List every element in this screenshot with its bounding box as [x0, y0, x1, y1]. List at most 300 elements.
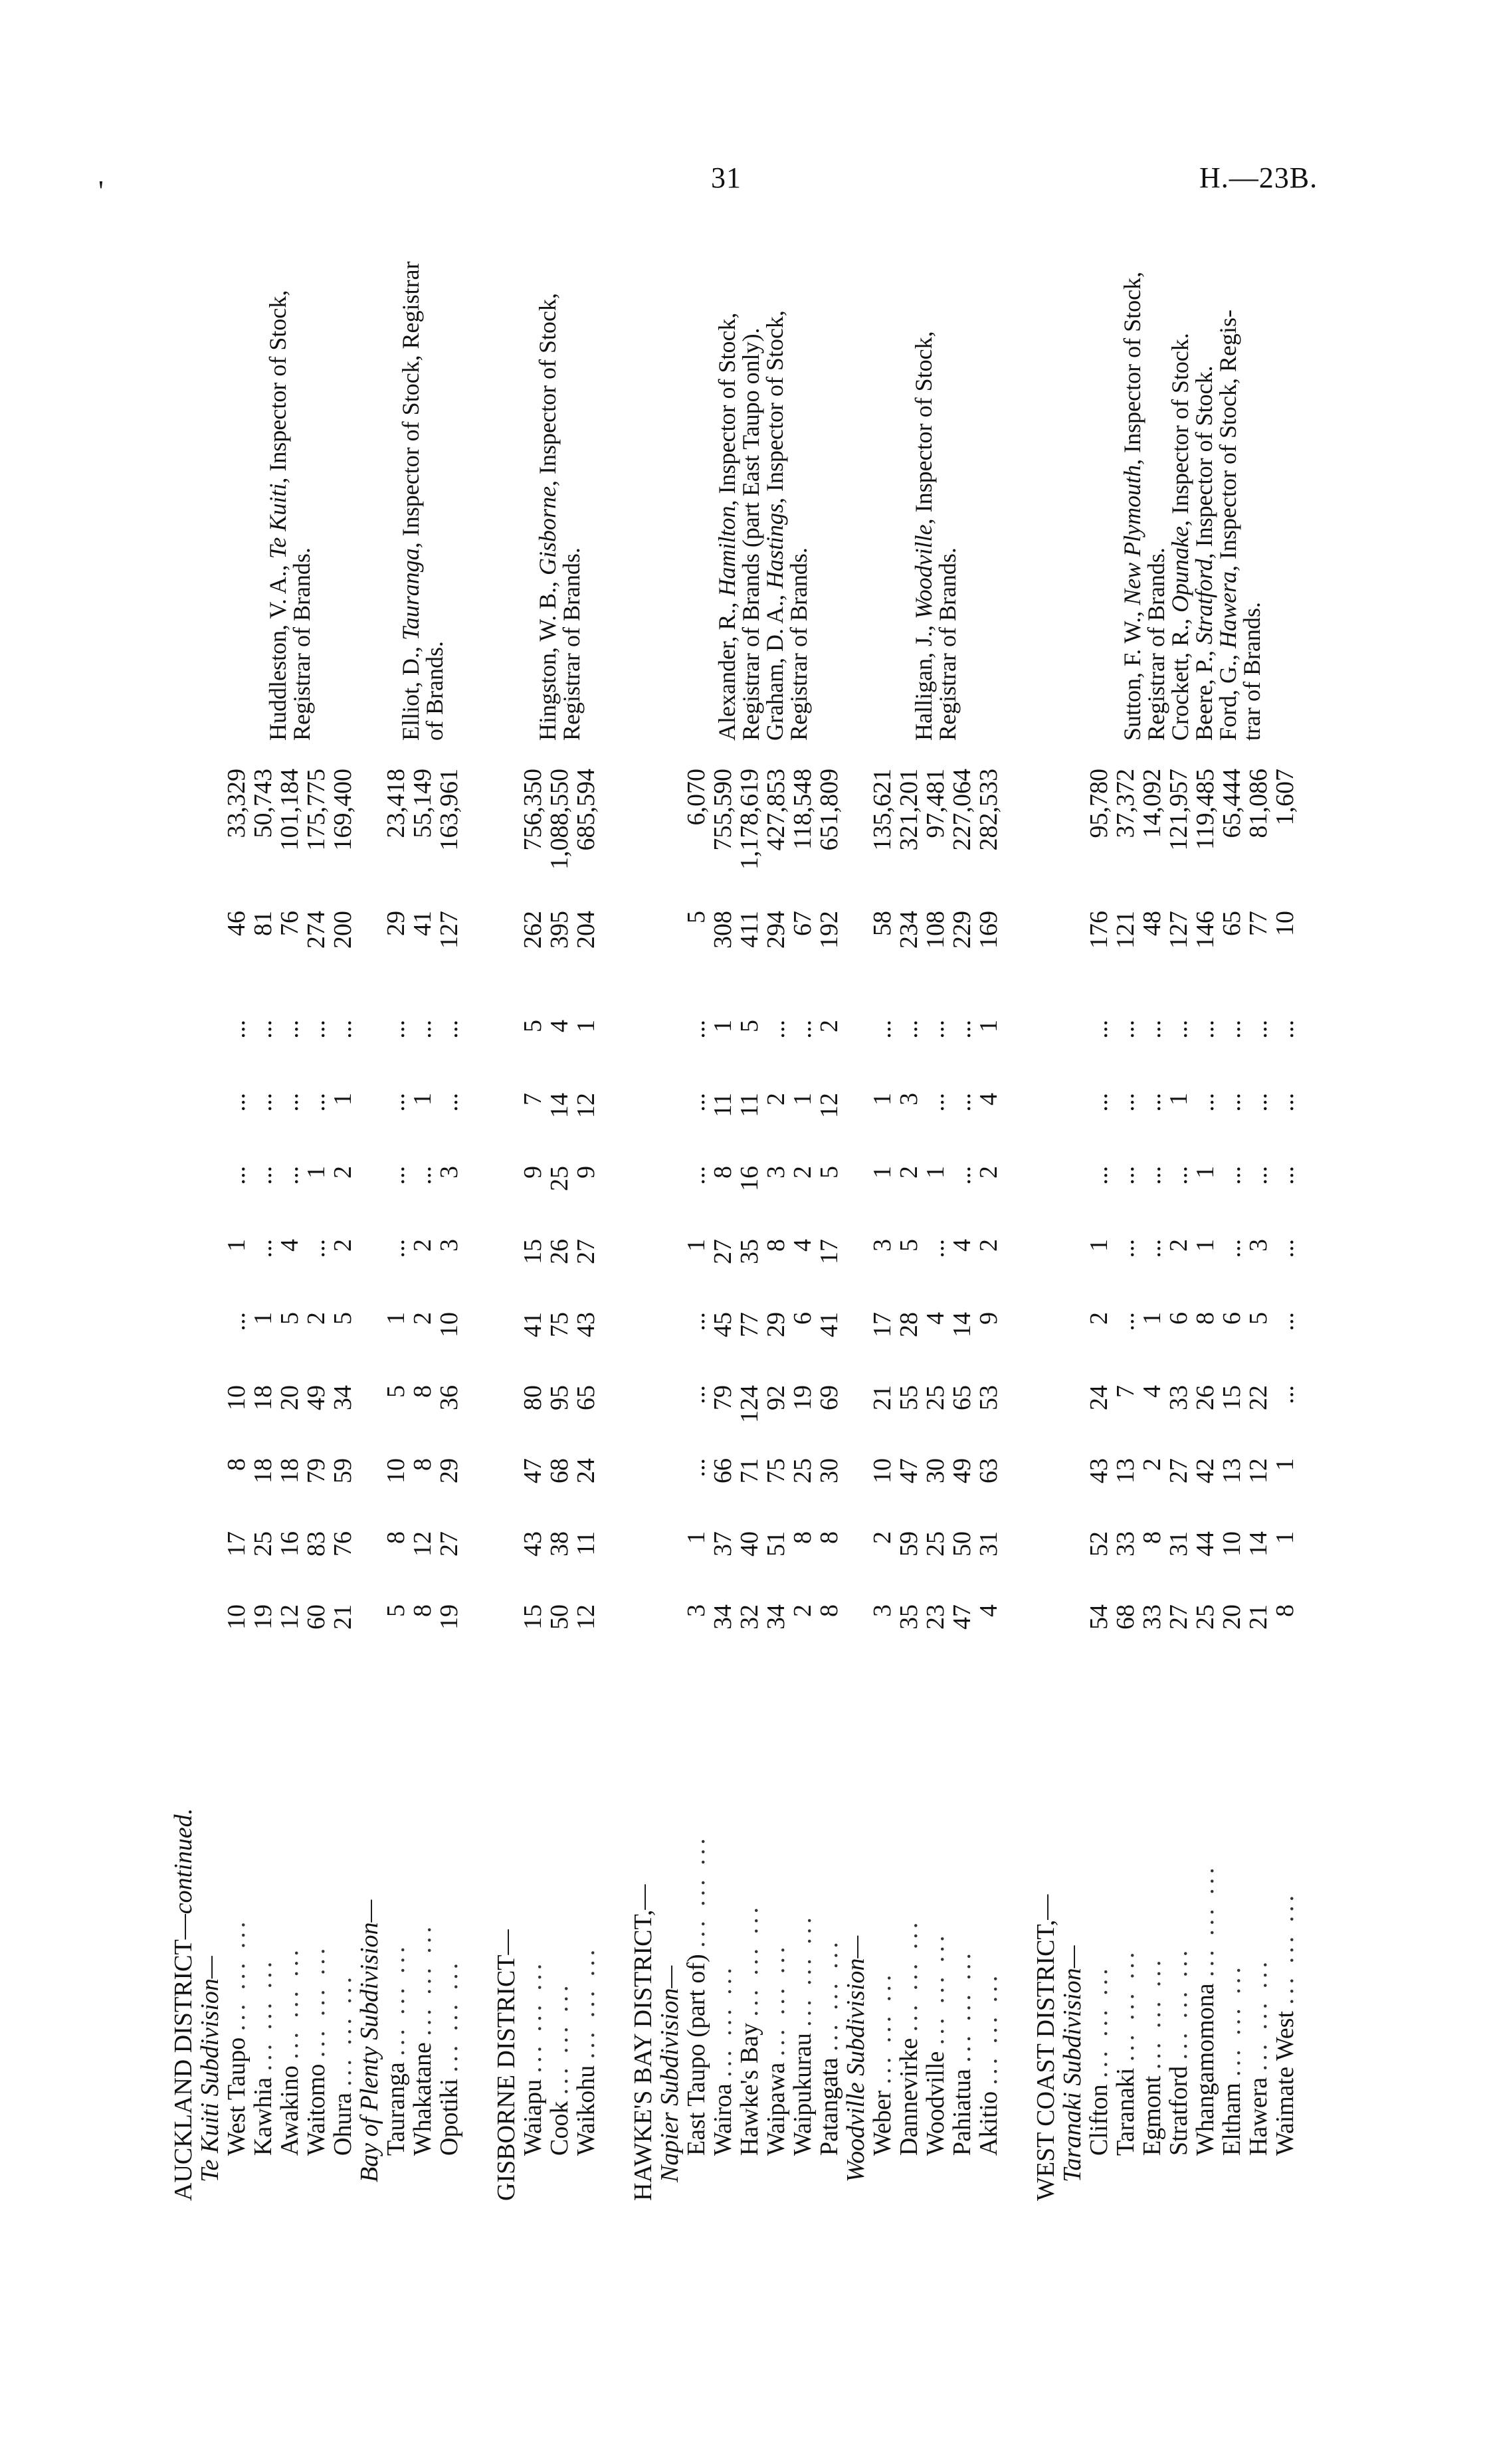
value-cell: 1 — [329, 1093, 357, 1105]
area-name: Waipukurau ... ... ... — [789, 1913, 817, 2156]
district-stock-table — [140, 253, 1298, 2209]
value-cell: 25 — [1191, 1604, 1219, 1630]
value-cell: ... — [895, 1020, 923, 1039]
value-cell: 19 — [435, 1604, 463, 1630]
inspector-line: Elliot, D., Tauranga, Inspector of Stock, Registrar — [397, 261, 424, 741]
value-cell: 16 — [276, 1531, 304, 1557]
value-cell: 169,400 — [329, 769, 357, 851]
value-cell: ... — [1218, 1020, 1246, 1039]
value-cell: 2 — [789, 1604, 817, 1617]
value-cell: 2 — [815, 1020, 843, 1032]
inspector-line: Registrar of Brands. — [558, 547, 585, 741]
value-cell: 163,961 — [435, 769, 463, 851]
value-cell: 92 — [762, 1385, 790, 1410]
value-cell: 1 — [682, 1531, 710, 1544]
spacer-cell — [599, 1669, 630, 2209]
value-cell: 755,590 — [709, 769, 737, 851]
value-cell: 1 — [1191, 1239, 1219, 1252]
value-cell: 1 — [409, 1093, 437, 1105]
value-cell: ... — [435, 1020, 463, 1039]
value-cell: 1 — [572, 1020, 600, 1032]
area-name: Patangata ... ... ... — [815, 1938, 843, 2156]
subdivision-heading-row — [843, 253, 869, 2209]
value-cell: 71 — [736, 1458, 763, 1483]
value-cell: 12 — [409, 1531, 437, 1557]
value-cell: 65,444 — [1218, 769, 1246, 838]
value-cell: 27 — [435, 1531, 463, 1557]
value-cell: 1 — [1085, 1239, 1113, 1252]
area-name: Ohura ... ... ... — [329, 1973, 357, 2156]
value-cell: 6 — [789, 1312, 817, 1325]
value-cell: 14 — [546, 1093, 573, 1118]
value-cell: 2 — [789, 1166, 817, 1179]
value-cell: ... — [382, 1020, 410, 1039]
value-cell: 4 — [789, 1239, 817, 1252]
leader-dots: ... ... ... — [382, 1943, 410, 2056]
value-cell: 146 — [1191, 911, 1219, 949]
value-cell: 77 — [736, 1312, 763, 1337]
value-cell: 4 — [948, 1239, 976, 1252]
value-cell: 33 — [1165, 1385, 1193, 1410]
value-cell: 49 — [302, 1385, 330, 1410]
spacer-row — [140, 253, 170, 2209]
value-cell: 12 — [1244, 1458, 1272, 1483]
inspector-town: Tauranga — [397, 548, 424, 640]
subdivision-title — [1059, 1669, 1086, 2209]
value-cell: 41 — [409, 911, 437, 936]
leader-dots: ... ... ... — [223, 1917, 250, 2032]
value-cell: 68 — [1112, 1604, 1140, 1630]
value-cell: 43 — [572, 1312, 600, 1337]
value-cell: 282,533 — [975, 769, 1003, 851]
value-cell: ... — [409, 1020, 437, 1039]
inspector-cell — [520, 253, 599, 761]
inspector-line: Sutton, F. W., New Plymouth, Inspector of Stock, — [1119, 271, 1145, 741]
value-cell: 124 — [736, 1385, 763, 1423]
value-cell: 15 — [519, 1239, 547, 1264]
value-cell: 33 — [1138, 1604, 1166, 1630]
value-cell: ... — [1271, 1385, 1299, 1404]
inspector-cell — [869, 253, 1002, 761]
value-cell: 5 — [276, 1312, 304, 1325]
value-cell: 5 — [682, 911, 710, 923]
value-cell: 119,485 — [1191, 769, 1219, 850]
value-cell: 67 — [789, 911, 817, 936]
value-cell: 16 — [736, 1166, 763, 1191]
inspector-line: Ford, G., Hawera, Inspector of Stock, Regis- — [1215, 310, 1241, 741]
value-cell: 26 — [1191, 1385, 1219, 1410]
value-cell: 1 — [682, 1239, 710, 1252]
value-cell: 6 — [1165, 1312, 1193, 1325]
value-cell: 1 — [1191, 1166, 1219, 1179]
leader-dots: ... ... ... — [922, 1931, 949, 2045]
value-cell: ... — [223, 1166, 250, 1185]
table-row — [383, 253, 409, 2209]
value-cell: 3 — [1244, 1239, 1272, 1252]
value-cell: 4 — [975, 1093, 1003, 1105]
value-cell: ... — [1271, 1312, 1299, 1331]
value-cell: 8 — [409, 1604, 437, 1617]
spacer-cell — [140, 1669, 170, 2209]
leader-dots: ... ... ... — [895, 1918, 923, 2032]
value-cell: 25 — [546, 1166, 573, 1191]
value-cell: 43 — [1085, 1458, 1113, 1483]
value-cell: 5 — [736, 1020, 763, 1032]
value-cell: 169 — [975, 911, 1003, 949]
value-cell: 59 — [895, 1531, 923, 1557]
value-cell: 4 — [1138, 1385, 1166, 1398]
leader-dots: ... ... ... — [1271, 1891, 1299, 2005]
value-cell: 25 — [922, 1531, 949, 1557]
inspector-town: Hawera — [1215, 571, 1241, 648]
value-cell: ... — [249, 1020, 277, 1039]
value-cell: 17 — [223, 1531, 250, 1557]
leader-dots: ... ... ... — [948, 1949, 976, 2063]
value-cell: 262 — [519, 911, 547, 949]
value-cell: 4 — [276, 1239, 304, 1252]
value-cell: 20 — [1218, 1604, 1246, 1630]
district-heading-row — [1033, 253, 1059, 2209]
district-heading-row — [493, 253, 520, 2209]
value-cell: ... — [789, 1020, 817, 1039]
value-cell: 21 — [329, 1604, 357, 1630]
table-row — [869, 253, 896, 2209]
value-cell: 2 — [409, 1239, 437, 1252]
value-cell: 23 — [922, 1604, 949, 1630]
value-cell: 2 — [868, 1531, 896, 1544]
leader-dots: ... ... ... — [249, 1957, 277, 2071]
leader-dots: ... ... ... — [519, 1959, 547, 2073]
inspector-line: Huddleston, V. A., Te Kuiti, Inspector of Stock, — [264, 290, 291, 741]
subdivision-title — [356, 1669, 383, 2209]
area-name: Waikohu ... ... ... — [572, 1945, 600, 2156]
value-cell: 47 — [948, 1604, 976, 1630]
value-cell: ... — [1218, 1239, 1246, 1258]
value-cell: 29 — [382, 911, 410, 936]
value-cell: 11 — [736, 1093, 763, 1117]
value-cell: 1 — [1271, 1458, 1299, 1471]
value-cell: 5 — [329, 1312, 357, 1325]
value-cell: 2 — [1165, 1239, 1193, 1252]
value-cell: 47 — [895, 1458, 923, 1483]
value-cell: ... — [1085, 1020, 1113, 1039]
value-cell: ... — [1218, 1093, 1246, 1112]
value-cell: 36 — [435, 1385, 463, 1410]
area-name: Akitio ... ... ... — [975, 1971, 1003, 2156]
value-cell: 37,372 — [1112, 769, 1140, 838]
value-cell: 1 — [868, 1093, 896, 1105]
inspector-cell — [223, 253, 356, 761]
value-cell: 50 — [948, 1531, 976, 1557]
value-cell: 2 — [302, 1312, 330, 1325]
inspector-line: Registrar of Brands (part East Taupo only). — [738, 328, 764, 741]
leader-dots: ... ... ... — [409, 1923, 437, 2036]
area-name: West Taupo ... ... ... — [223, 1917, 250, 2156]
leader-dots: ... ... ... — [975, 1971, 1003, 2085]
area-name: Egmont ... ... ... — [1138, 1956, 1166, 2156]
value-cell: ... — [1244, 1020, 1272, 1039]
value-cell: ... — [1271, 1020, 1299, 1039]
leader-dots: ... ... ... — [572, 1945, 600, 2059]
value-cell: 651,809 — [815, 769, 843, 851]
leader-dots: ... ... ... — [302, 1944, 330, 2058]
value-cell: ... — [302, 1093, 330, 1112]
inspector-town: New Plymouth — [1119, 464, 1145, 605]
value-cell: 7 — [519, 1093, 547, 1105]
value-cell: 19 — [789, 1385, 817, 1410]
value-cell: 80 — [519, 1385, 547, 1410]
subdivision-name: Napier Subdivision— — [656, 1965, 684, 2182]
value-cell: 95,780 — [1085, 769, 1113, 838]
value-cell: 34 — [762, 1604, 790, 1630]
value-cell: 25 — [922, 1385, 949, 1410]
area-name: Stratford ... ... ... — [1165, 1946, 1193, 2156]
value-cell: 10 — [435, 1312, 463, 1337]
leader-dots: ... ... ... — [789, 1913, 817, 2027]
value-cell: 2 — [329, 1166, 357, 1179]
value-cell: 1 — [1271, 1531, 1299, 1544]
value-cell: ... — [1112, 1166, 1140, 1185]
area-name: Cook ... ... ... — [546, 1981, 573, 2156]
value-cell: 8 — [762, 1239, 790, 1252]
area-name: Taranaki ... ... ... — [1112, 1948, 1140, 2156]
area-name: Weber ... ... ... — [868, 1970, 896, 2156]
area-name: Tauranga ... ... ... — [382, 1943, 410, 2156]
value-cell: 121,957 — [1165, 769, 1193, 851]
value-cell: ... — [762, 1020, 790, 1039]
value-cell: 204 — [572, 911, 600, 949]
value-cell: ... — [223, 1312, 250, 1331]
value-cell: ... — [922, 1239, 949, 1258]
value-cell: ... — [1271, 1166, 1299, 1185]
value-cell: 21 — [1244, 1604, 1272, 1630]
value-cell: 1 — [382, 1312, 410, 1325]
value-cell: 2 — [895, 1166, 923, 1179]
value-cell: 1 — [223, 1239, 250, 1252]
area-name: Pahiatua ... ... ... — [948, 1949, 976, 2156]
value-cell: 25 — [249, 1531, 277, 1557]
leader-dots: ... ... ... — [1218, 1963, 1246, 2077]
inspector-line: Graham, D. A., Hastings, Inspector of Stock, — [761, 310, 788, 741]
value-cell: 1 — [868, 1166, 896, 1179]
value-cell: 10 — [223, 1604, 250, 1630]
value-cell: 3 — [435, 1166, 463, 1179]
value-cell: 5 — [1244, 1312, 1272, 1325]
subdivision-heading-row — [1059, 253, 1086, 2209]
value-cell: ... — [682, 1458, 710, 1477]
value-cell: 97,481 — [922, 769, 949, 838]
value-cell: 27 — [1165, 1458, 1193, 1483]
value-cell: ... — [249, 1166, 277, 1185]
district-title: GISBORNE DISTRICT— — [492, 1929, 520, 2201]
value-cell: 83 — [302, 1531, 330, 1557]
value-cell: 51 — [762, 1531, 790, 1557]
value-cell: ... — [302, 1239, 330, 1258]
value-cell: 76 — [276, 911, 304, 936]
value-cell: 20 — [276, 1385, 304, 1410]
value-cell: 95 — [546, 1385, 573, 1410]
value-cell: 6,070 — [682, 769, 710, 826]
value-cell: ... — [329, 1020, 357, 1039]
value-cell: 35 — [736, 1239, 763, 1264]
value-cell: ... — [409, 1166, 437, 1185]
value-cell: 10 — [223, 1385, 250, 1410]
value-cell: 46 — [223, 911, 250, 936]
value-cell: 1 — [249, 1312, 277, 1325]
value-cell: 321,201 — [895, 769, 923, 851]
leader-dots: ... ... ... — [1165, 1946, 1193, 2060]
value-cell: 5 — [815, 1166, 843, 1179]
value-cell: 1 — [789, 1093, 817, 1105]
value-cell: ... — [682, 1312, 710, 1331]
value-cell: 118,548 — [789, 769, 817, 850]
value-cell: 19 — [249, 1604, 277, 1630]
value-cell: ... — [1112, 1093, 1140, 1112]
value-cell: ... — [682, 1093, 710, 1112]
inspector-line: trar of Brands. — [1239, 602, 1265, 741]
value-cell: 5 — [895, 1239, 923, 1252]
leader-dots: ... ... ... — [435, 1958, 463, 2073]
value-cell: 55 — [895, 1385, 923, 1410]
value-cell: 24 — [1085, 1385, 1113, 1410]
value-cell: 30 — [815, 1458, 843, 1483]
value-cell: 176 — [1085, 911, 1113, 949]
value-cell: ... — [1271, 1093, 1299, 1112]
value-cell: 2 — [409, 1312, 437, 1325]
value-cell: 79 — [302, 1458, 330, 1483]
value-cell: 135,621 — [868, 769, 896, 851]
value-cell: 18 — [249, 1458, 277, 1483]
value-cell: ... — [1165, 1020, 1193, 1039]
value-cell: ... — [682, 1166, 710, 1185]
inspector-line: Alexander, R., Hamilton, Inspector of Stock, — [714, 312, 740, 741]
value-cell: 77 — [1244, 911, 1272, 936]
value-cell: 24 — [572, 1458, 600, 1483]
value-cell: 18 — [276, 1458, 304, 1483]
value-cell: 5 — [519, 1020, 547, 1032]
leader-dots: ... ... ... — [329, 1973, 357, 2087]
value-cell: ... — [382, 1166, 410, 1185]
inspector-line: Halligan, J., Woodville, Inspector of Stock, — [910, 331, 937, 741]
spacer-row — [599, 253, 630, 2209]
value-cell: 8 — [409, 1458, 437, 1471]
leader-dots: ... ... ... — [546, 1981, 573, 2095]
value-cell: 127 — [435, 911, 463, 949]
area-name: Waimate West ... ... ... — [1271, 1891, 1299, 2156]
area-name: Waipawa ... ... ... — [762, 1943, 790, 2156]
value-cell: 274 — [302, 911, 330, 949]
value-cell: ... — [1085, 1166, 1113, 1185]
area-name: Dannevirke ... ... ... — [895, 1918, 923, 2156]
value-cell: 8 — [1191, 1312, 1219, 1325]
leader-dots: ... ... ... — [868, 1970, 896, 2085]
value-cell: 66 — [709, 1458, 737, 1483]
value-cell: ... — [1138, 1093, 1166, 1112]
value-cell: ... — [1244, 1166, 1272, 1185]
value-cell: 12 — [572, 1604, 600, 1630]
value-cell: 3 — [762, 1166, 790, 1179]
leader-dots: ... ... ... — [1112, 1948, 1140, 2062]
value-cell: 2 — [975, 1166, 1003, 1179]
value-cell: ... — [682, 1020, 710, 1039]
value-cell: 52 — [1085, 1531, 1113, 1557]
value-cell: 2 — [1085, 1312, 1113, 1325]
value-cell: 9 — [975, 1312, 1003, 1325]
value-cell: ... — [223, 1093, 250, 1112]
value-cell: ... — [922, 1020, 949, 1039]
leader-dots: ... ... ... — [1191, 1863, 1219, 1977]
value-cell: 3 — [682, 1604, 710, 1617]
value-cell: 23,418 — [382, 769, 410, 838]
value-cell: 395 — [546, 911, 573, 949]
value-cell: 8 — [1271, 1604, 1299, 1617]
rotated-table-region — [140, 216, 1336, 2209]
leader-dots: ... ... ... — [736, 1903, 763, 2017]
value-cell: 427,853 — [762, 769, 790, 851]
inspector-line: Beere, P., Stratford, Inspector of Stock. — [1191, 365, 1217, 741]
value-cell: ... — [1085, 1093, 1113, 1112]
value-cell: 65 — [948, 1385, 976, 1410]
value-cell: 2 — [329, 1239, 357, 1252]
area-name: Whangamomona ... ... ... — [1191, 1863, 1219, 2156]
value-cell: 13 — [1112, 1458, 1140, 1483]
subdivision-heading-row — [656, 253, 683, 2209]
value-cell: 2 — [1138, 1458, 1166, 1471]
subdivision-name: Taranaki Subdivision— — [1058, 1945, 1086, 2182]
value-cell: ... — [1244, 1093, 1272, 1112]
inspector-line: Crockett, R., Opunake, Inspector of Stock. — [1167, 333, 1193, 741]
value-cell: 8 — [223, 1458, 250, 1471]
value-cell: 13 — [1218, 1458, 1246, 1483]
value-cell: 4 — [975, 1604, 1003, 1617]
value-cell: 8 — [815, 1604, 843, 1617]
value-cell: 1 — [302, 1166, 330, 1179]
value-cell: 4 — [922, 1312, 949, 1325]
inspector-line: Hingston, W. B., Gisborne, Inspector of Stock, — [534, 293, 561, 741]
value-cell: 10 — [1271, 911, 1299, 936]
subdivision-heading-row — [356, 253, 383, 2209]
value-cell: ... — [1112, 1020, 1140, 1039]
value-cell: 234 — [895, 911, 923, 949]
value-cell: 11 — [572, 1531, 600, 1556]
value-cell: 59 — [329, 1458, 357, 1483]
value-cell: 8 — [409, 1385, 437, 1398]
value-cell: 27 — [572, 1239, 600, 1264]
inspector-town: Opunake — [1167, 526, 1193, 613]
area-name: Kawhia ... ... ... — [249, 1957, 277, 2156]
value-cell: 308 — [709, 911, 737, 949]
subdivision-title — [843, 1669, 869, 2209]
area-name: Whakatane ... ... ... — [409, 1923, 437, 2156]
value-cell: ... — [1165, 1166, 1193, 1185]
value-cell: ... — [1191, 1020, 1219, 1039]
value-cell: 42 — [1191, 1458, 1219, 1483]
value-cell: 1 — [922, 1166, 949, 1179]
value-cell: ... — [1138, 1239, 1166, 1258]
value-cell: ... — [435, 1093, 463, 1112]
value-cell: 60 — [302, 1604, 330, 1630]
value-cell: 40 — [736, 1531, 763, 1557]
inspector-town: Hastings — [761, 504, 788, 589]
district-title: HAWKE'S BAY DISTRICT,— — [629, 1884, 657, 2201]
value-cell: 229 — [948, 911, 976, 949]
value-cell: ... — [1191, 1093, 1219, 1112]
value-cell: 3 — [895, 1093, 923, 1105]
value-cell: 31 — [1165, 1531, 1193, 1557]
value-cell: 63 — [975, 1458, 1003, 1483]
value-cell: 75 — [546, 1312, 573, 1337]
value-cell: 121 — [1112, 911, 1140, 949]
